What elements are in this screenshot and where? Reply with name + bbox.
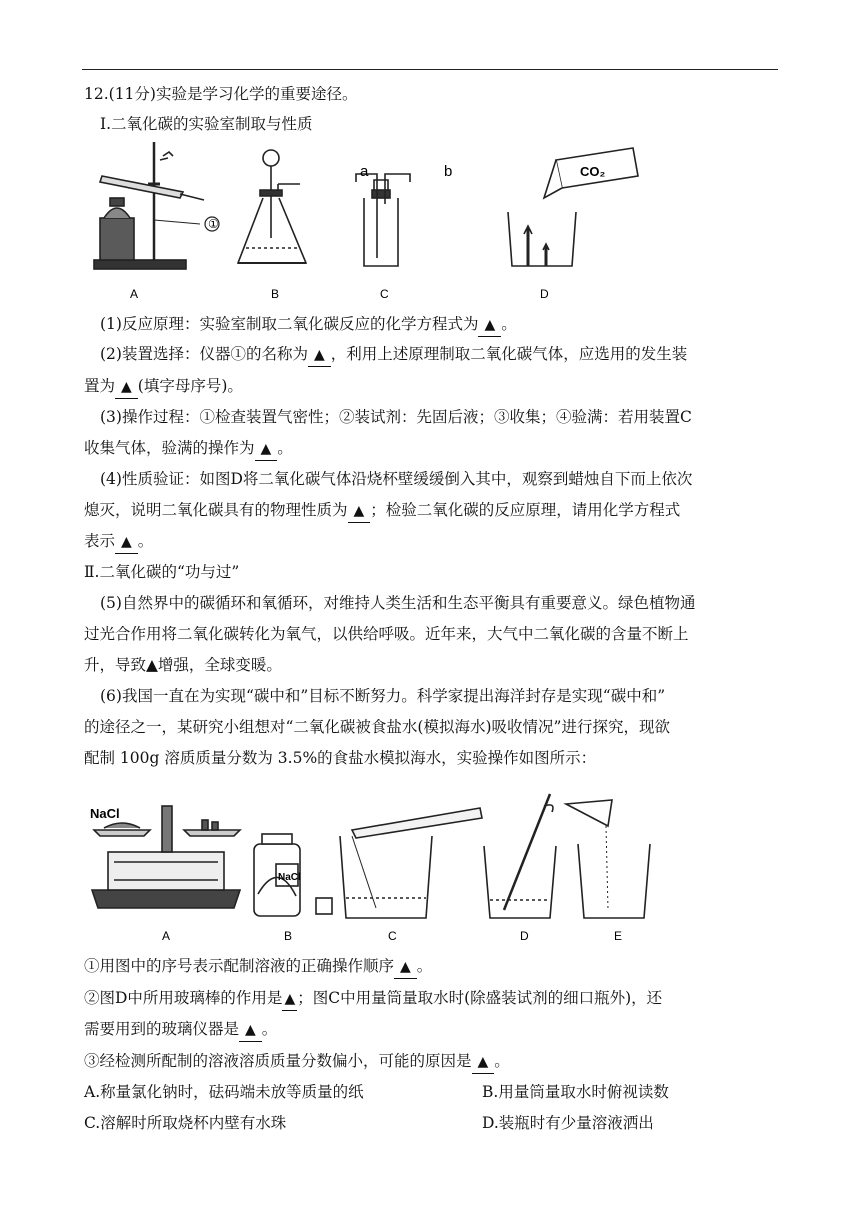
answer-blank: ▲ (239, 1019, 262, 1042)
fig2-label-e: E (614, 929, 623, 943)
sub2-line-1: ②图D中所用玻璃棒的作用是 ▲ ；图C中用量筒量取水时(除盛装试剂的细口瓶外)，还 (84, 987, 662, 1011)
figure-co2-apparatus (88, 138, 648, 304)
top-rule (82, 69, 778, 70)
q3-line-1: (3)操作过程：①检查装置气密性；②装试剂：先固后液；③收集；④验满：若用装置C (100, 408, 692, 426)
fig2-label-d: D (520, 929, 529, 943)
answer-blank: ▲ (308, 344, 331, 367)
sub3-line: ③经检测所配制的溶液溶质质量分数偏小，可能的原因是 ▲ 。 (84, 1050, 510, 1074)
nacl-jar-label: NaCl (278, 872, 301, 883)
answer-blank: ▲ (472, 1051, 495, 1074)
beaker-d (484, 794, 556, 918)
q5-line-3: 升，导致▲增强，全球变暖。 (84, 656, 282, 674)
apparatus-c (356, 174, 410, 266)
q6-line-1: (6)我国一直在为实现“碳中和”目标不断努力。科学家提出海洋封存是实现“碳中和” (100, 687, 666, 705)
q2-line-2: 置为 ▲ (填字母序号)。 (84, 375, 243, 399)
q6-line-2: 的途径之一，某研究小组想对“二氧化碳被食盐水(模拟海水)吸收情况”进行探究，现欲 (84, 718, 670, 736)
option-c: C.溶解时所取烧杯内壁有水珠 (84, 1114, 287, 1132)
fig2-label-c: C (388, 929, 397, 943)
answer-blank: ▲ (115, 531, 138, 554)
section-1-heading: Ⅰ.二氧化碳的实验室制取与性质 (100, 115, 313, 133)
section-2-heading: Ⅱ.二氧化碳的“功与过” (84, 563, 240, 581)
fig1-label-b: B (271, 287, 280, 301)
sub1-line: ①用图中的序号表示配制溶液的正确操作顺序 ▲ 。 (84, 955, 432, 979)
q5-line-1: (5)自然界中的碳循环和氧循环，对维持人类生活和生态平衡具有重要意义。绿色植物通 (100, 594, 696, 612)
option-b: B.用量筒量取水时俯视读数 (482, 1083, 669, 1101)
circled-one-label: ① (208, 217, 219, 231)
fig1-label-c: C (380, 287, 389, 301)
beaker-c (340, 808, 482, 918)
answer-blank: ▲ (478, 314, 501, 337)
balance-a (92, 806, 240, 908)
answer-blank: ▲ (255, 438, 278, 461)
port-b-label: b (444, 163, 453, 180)
answer-blank: ▲ (282, 988, 297, 1011)
fig1-label-d: D (540, 287, 549, 301)
fig2-label-b: B (284, 929, 293, 943)
nacl-scale-label: NaCl (90, 806, 120, 821)
co2-bottle-label: CO₂ (580, 164, 606, 179)
q5-line-2: 过光合作用将二氧化碳转化为氧气，以供给呼吸。近年来，大气中二氧化碳的含量不断上 (84, 625, 689, 643)
q3-line-2: 收集气体，验满的操作为 ▲ 。 (84, 437, 293, 461)
port-a-label: a (360, 163, 369, 180)
sub2-line-2: 需要用到的玻璃仪器是 ▲ 。 (84, 1018, 277, 1042)
answer-blank: ▲ (115, 376, 138, 399)
option-a: A.称量氯化钠时，砝码端未放等质量的纸 (84, 1083, 364, 1101)
answer-blank: ▲ (394, 956, 417, 979)
apparatus-a (94, 142, 219, 269)
q6-line-3: 配制 100g 溶质质量分数为 3.5%的食盐水模拟海水，实验操作如图所示： (84, 749, 597, 767)
q4-line-1: (4)性质验证：如图D将二氧化碳气体沿烧杯壁缓缓倒入其中，观察到蜡烛自下而上依次 (100, 470, 693, 488)
q4-line-2: 熄灭，说明二氧化碳具有的物理性质为 ▲ ；检验二氧化碳的反应原理，请用化学方程式 (84, 499, 680, 523)
q2-line-1: (2)装置选择：仪器①的名称为 ▲ ，利用上述原理制取二氧化碳气体，应选用的发生装 (100, 343, 687, 367)
q1-line: (1)反应原理：实验室制取二氧化碳反应的化学方程式为 ▲ 。 (100, 313, 517, 337)
apparatus-b (238, 150, 306, 263)
fig1-label-a: A (130, 287, 139, 301)
q4-line-3: 表示 ▲ 。 (84, 530, 153, 554)
beaker-e (566, 800, 650, 918)
question-title: 12.(11分)实验是学习化学的重要途径。 (84, 85, 358, 103)
fig2-label-a: A (162, 929, 171, 943)
apparatus-d (508, 148, 638, 266)
option-d: D.装瓶时有少量溶液洒出 (482, 1114, 654, 1132)
answer-blank: ▲ (348, 500, 371, 523)
figure-solution-preparation (84, 790, 664, 948)
